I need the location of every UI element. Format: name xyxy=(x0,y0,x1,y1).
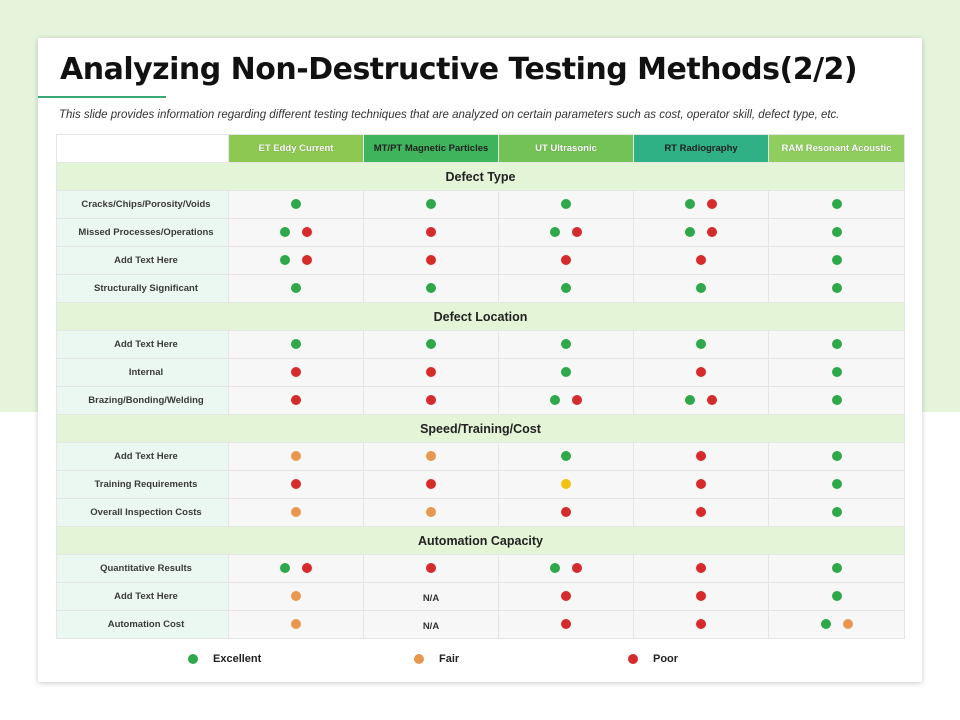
method-header: MT/PT Magnetic Particles xyxy=(364,135,499,163)
rating-cell xyxy=(499,555,634,583)
rating-cell xyxy=(499,191,634,219)
table-row xyxy=(57,191,905,219)
section-row xyxy=(57,527,905,555)
excellent-dot xyxy=(696,339,706,349)
excellent-dot xyxy=(291,339,301,349)
rating-cell xyxy=(769,387,905,415)
slide-card xyxy=(38,38,922,682)
rating-cell xyxy=(634,247,769,275)
excellent-dot xyxy=(550,563,560,573)
poor-dot xyxy=(696,563,706,573)
row-label: Add Text Here xyxy=(57,247,229,275)
rating-cell xyxy=(229,331,364,359)
poor-dot xyxy=(426,255,436,265)
excellent-dot xyxy=(561,367,571,377)
poor-dot xyxy=(426,395,436,405)
excellent-dot xyxy=(821,619,831,629)
method-header: ET Eddy Current xyxy=(229,135,364,163)
excellent-dot xyxy=(426,283,436,293)
rating-cell xyxy=(229,191,364,219)
fair-dot xyxy=(843,619,853,629)
poor-dot xyxy=(302,563,312,573)
excellent-dot xyxy=(832,451,842,461)
excellent-dot xyxy=(426,199,436,209)
rating-cell xyxy=(229,555,364,583)
poor-dot xyxy=(291,479,301,489)
poor-dot xyxy=(696,619,706,629)
rating-cell xyxy=(769,219,905,247)
rating-cell xyxy=(364,275,499,303)
row-label: Cracks/Chips/Porosity/Voids xyxy=(57,191,229,219)
table-row xyxy=(57,583,905,611)
section-title: Defect Type xyxy=(57,163,905,191)
legend-label: Fair xyxy=(439,653,460,665)
poor-dot xyxy=(696,255,706,265)
rating-cell xyxy=(364,247,499,275)
rating-cell xyxy=(229,219,364,247)
poor-dot xyxy=(561,255,571,265)
rating-cell xyxy=(634,331,769,359)
rating-cell xyxy=(499,499,634,527)
row-label: Brazing/Bonding/Welding xyxy=(57,387,229,415)
rating-cell xyxy=(364,331,499,359)
poor-dot xyxy=(426,563,436,573)
na-text: N/A xyxy=(422,592,440,604)
section-title: Defect Location xyxy=(57,303,905,331)
rating-cell xyxy=(364,387,499,415)
table-row xyxy=(57,247,905,275)
rating-cell xyxy=(634,499,769,527)
section-row xyxy=(57,163,905,191)
fair-dot xyxy=(426,507,436,517)
row-label: Add Text Here xyxy=(57,331,229,359)
table-row xyxy=(57,387,905,415)
rating-cell xyxy=(499,583,634,611)
poor-dot xyxy=(707,395,717,405)
rating-cell xyxy=(229,359,364,387)
table-row xyxy=(57,331,905,359)
method-header: RAM Resonant Acoustic xyxy=(769,135,905,163)
table-row xyxy=(57,471,905,499)
legend-label: Poor xyxy=(653,653,679,665)
row-label: Quantitative Results xyxy=(57,555,229,583)
poor-dot xyxy=(302,227,312,237)
poor-dot xyxy=(426,227,436,237)
rating-cell xyxy=(499,219,634,247)
poor-dot xyxy=(426,367,436,377)
table-row xyxy=(57,499,905,527)
legend-item-poor xyxy=(628,653,678,665)
rating-cell xyxy=(634,583,769,611)
poor-dot xyxy=(628,654,638,664)
excellent-dot xyxy=(832,479,842,489)
poor-dot xyxy=(696,451,706,461)
legend-item-excellent xyxy=(188,653,261,665)
row-label: Add Text Here xyxy=(57,443,229,471)
excellent-dot xyxy=(550,395,560,405)
rating-cell xyxy=(769,443,905,471)
excellent-dot xyxy=(832,591,842,601)
excellent-dot xyxy=(280,255,290,265)
rating-cell xyxy=(229,583,364,611)
row-label: Structurally Significant xyxy=(57,275,229,303)
method-header: UT Ultrasonic xyxy=(499,135,634,163)
section-row xyxy=(57,415,905,443)
rating-cell xyxy=(229,471,364,499)
rating-cell xyxy=(364,555,499,583)
excellent-dot xyxy=(561,283,571,293)
rating-cell xyxy=(364,471,499,499)
rating-cell xyxy=(769,359,905,387)
rating-cell xyxy=(229,611,364,639)
excellent-dot xyxy=(832,507,842,517)
rating-cell xyxy=(769,471,905,499)
rating-cell xyxy=(634,471,769,499)
poor-dot xyxy=(696,507,706,517)
table-row xyxy=(57,611,905,639)
yellow-dot xyxy=(561,479,571,489)
rating-cell xyxy=(229,275,364,303)
poor-dot xyxy=(572,563,582,573)
excellent-dot xyxy=(291,199,301,209)
table-row xyxy=(57,359,905,387)
rating-cell xyxy=(634,555,769,583)
rating-cell xyxy=(769,247,905,275)
legend-label: Excellent xyxy=(213,653,262,665)
row-label: Internal xyxy=(57,359,229,387)
rating-cell xyxy=(769,611,905,639)
page-title: Analyzing Non-Destructive Testing Methods(2/2) xyxy=(60,52,858,87)
rating-cell xyxy=(499,387,634,415)
rating-cell xyxy=(364,359,499,387)
poor-dot xyxy=(561,591,571,601)
poor-dot xyxy=(696,367,706,377)
legend xyxy=(38,653,922,669)
na-text: N/A xyxy=(422,620,440,632)
legend-item-fair xyxy=(414,653,459,665)
excellent-dot xyxy=(696,283,706,293)
excellent-dot xyxy=(832,255,842,265)
rating-cell xyxy=(634,443,769,471)
rating-cell xyxy=(769,275,905,303)
section-title: Automation Capacity xyxy=(57,527,905,555)
excellent-dot xyxy=(561,339,571,349)
rating-cell xyxy=(499,443,634,471)
rating-cell xyxy=(769,555,905,583)
table-row xyxy=(57,275,905,303)
poor-dot xyxy=(707,227,717,237)
rating-cell xyxy=(364,191,499,219)
page-subtitle: This slide provides information regarding different testing techniques that are analyzed on certain parameters such as cost, operator skill, defect type, etc. xyxy=(59,109,840,121)
rating-cell xyxy=(229,387,364,415)
title-underline xyxy=(38,96,166,98)
poor-dot xyxy=(291,367,301,377)
excellent-dot xyxy=(685,227,695,237)
rating-cell xyxy=(769,331,905,359)
poor-dot xyxy=(572,227,582,237)
excellent-dot xyxy=(685,395,695,405)
excellent-dot xyxy=(561,199,571,209)
fair-dot xyxy=(291,451,301,461)
table-body xyxy=(57,163,905,639)
excellent-dot xyxy=(832,339,842,349)
rating-cell xyxy=(769,191,905,219)
table-row xyxy=(57,219,905,247)
rating-cell xyxy=(229,247,364,275)
rating-cell xyxy=(499,611,634,639)
row-label: Missed Processes/Operations xyxy=(57,219,229,247)
method-header: RT Radiography xyxy=(634,135,769,163)
excellent-dot xyxy=(280,563,290,573)
excellent-dot xyxy=(561,451,571,461)
fair-dot xyxy=(414,654,424,664)
poor-dot xyxy=(696,479,706,489)
rating-cell xyxy=(634,387,769,415)
table-row xyxy=(57,443,905,471)
excellent-dot xyxy=(426,339,436,349)
row-label: Add Text Here xyxy=(57,583,229,611)
poor-dot xyxy=(291,395,301,405)
poor-dot xyxy=(426,479,436,489)
excellent-dot xyxy=(188,654,198,664)
fair-dot xyxy=(291,591,301,601)
excellent-dot xyxy=(832,199,842,209)
poor-dot xyxy=(561,507,571,517)
poor-dot xyxy=(696,591,706,601)
rating-cell xyxy=(499,275,634,303)
rating-cell xyxy=(634,191,769,219)
rating-cell xyxy=(499,247,634,275)
table-row xyxy=(57,555,905,583)
excellent-dot xyxy=(832,563,842,573)
excellent-dot xyxy=(550,227,560,237)
rating-cell xyxy=(364,443,499,471)
rating-cell xyxy=(634,275,769,303)
fair-dot xyxy=(291,507,301,517)
table-header-row xyxy=(57,135,905,163)
excellent-dot xyxy=(291,283,301,293)
rating-cell xyxy=(364,583,499,611)
rating-cell xyxy=(634,359,769,387)
excellent-dot xyxy=(832,227,842,237)
excellent-dot xyxy=(685,199,695,209)
rating-cell xyxy=(364,219,499,247)
poor-dot xyxy=(302,255,312,265)
rating-cell xyxy=(229,499,364,527)
rating-cell xyxy=(229,443,364,471)
poor-dot xyxy=(707,199,717,209)
poor-dot xyxy=(572,395,582,405)
rating-cell xyxy=(634,219,769,247)
row-label: Training Requirements xyxy=(57,471,229,499)
rating-cell xyxy=(499,471,634,499)
row-label: Overall Inspection Costs xyxy=(57,499,229,527)
rating-cell xyxy=(499,331,634,359)
rating-cell xyxy=(769,499,905,527)
header-blank-cell xyxy=(57,135,229,163)
rating-cell xyxy=(364,611,499,639)
excellent-dot xyxy=(832,367,842,377)
excellent-dot xyxy=(280,227,290,237)
excellent-dot xyxy=(832,395,842,405)
rating-cell xyxy=(769,583,905,611)
rating-cell xyxy=(499,359,634,387)
rating-cell xyxy=(364,499,499,527)
excellent-dot xyxy=(832,283,842,293)
comparison-table xyxy=(56,134,905,639)
rating-cell xyxy=(634,611,769,639)
fair-dot xyxy=(291,619,301,629)
poor-dot xyxy=(561,619,571,629)
row-label: Automation Cost xyxy=(57,611,229,639)
section-row xyxy=(57,303,905,331)
section-title: Speed/Training/Cost xyxy=(57,415,905,443)
fair-dot xyxy=(426,451,436,461)
